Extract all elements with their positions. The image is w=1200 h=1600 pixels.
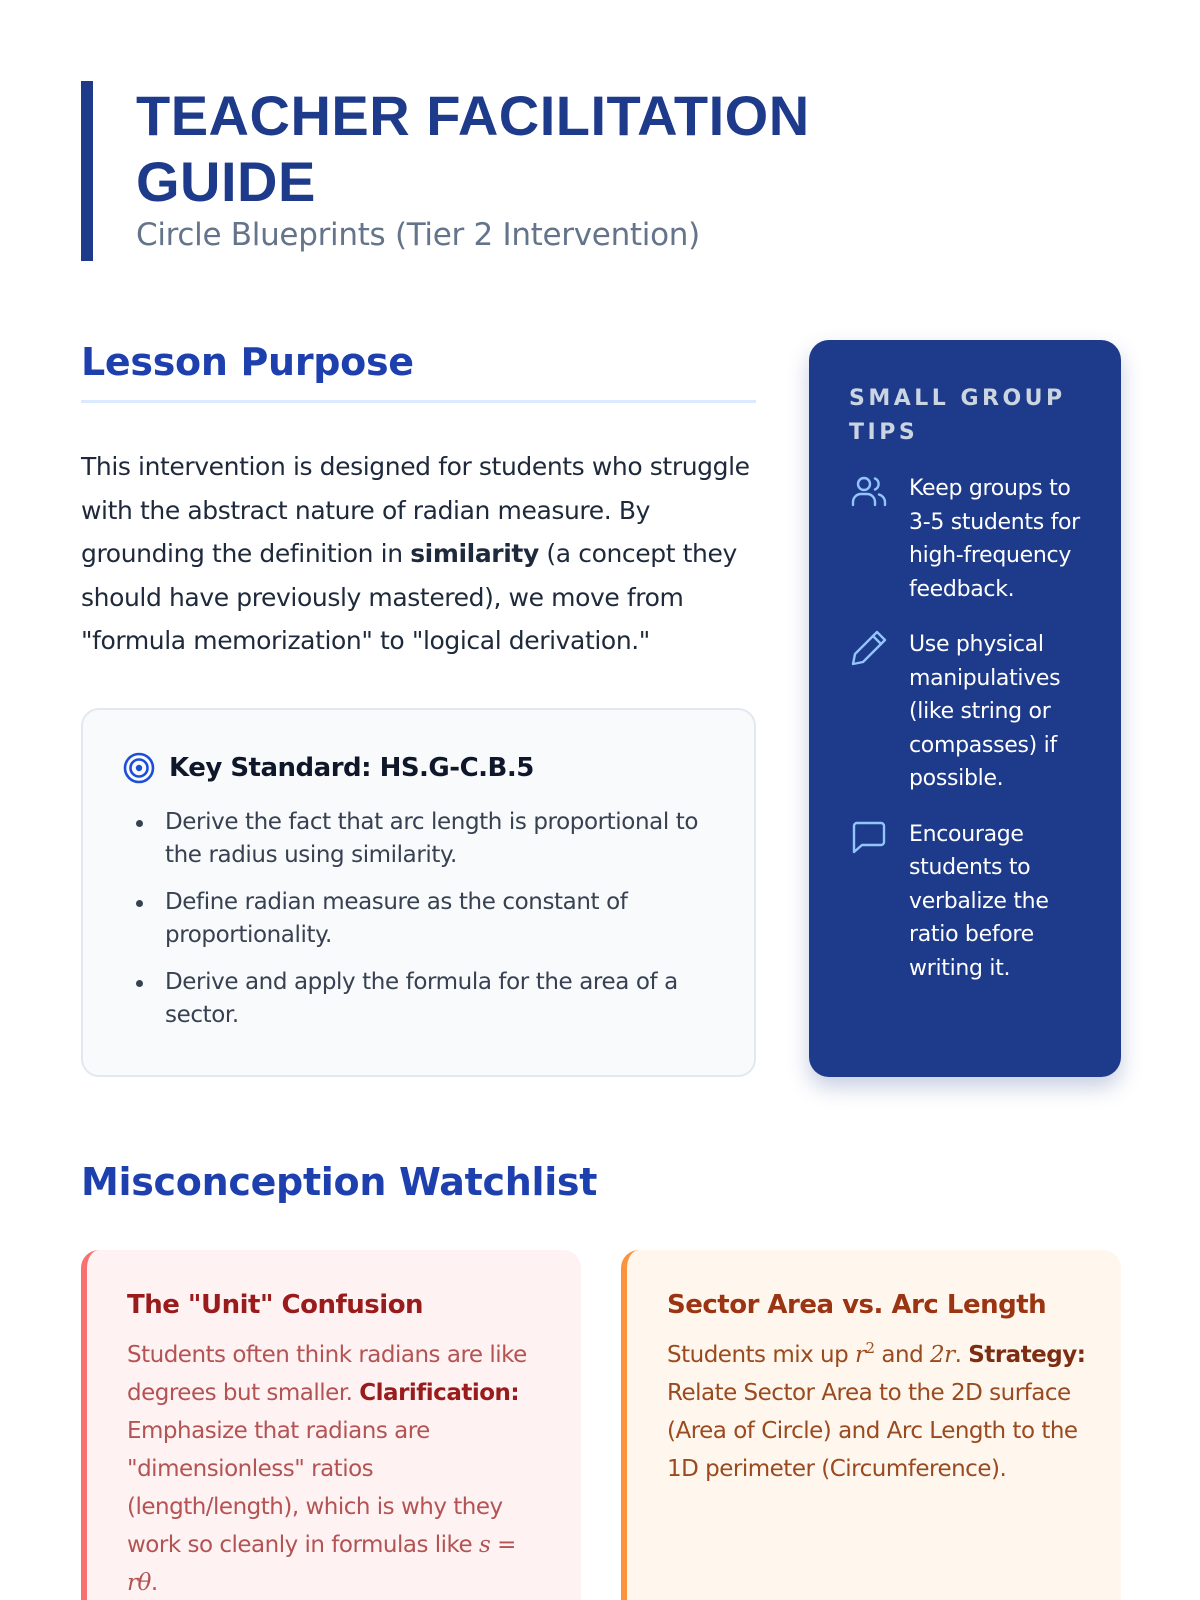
- card-text: Relate Sector Area to the 2D surface (Area of Circle) and Arc Length to the 1D perimeter (Circumference).: [667, 1380, 1078, 1482]
- tip-item: [849, 628, 1085, 796]
- misconception-card-unit-confusion: [81, 1250, 581, 1600]
- page-title: [136, 81, 1081, 215]
- card-title: The "Unit" Confusion: [127, 1290, 424, 1320]
- purpose-text-before: This intervention is designed for students who struggle with the abstract nature of radian measure. By grounding the definition in: [81, 452, 750, 568]
- card-bold-label: Clarification:: [359, 1380, 520, 1406]
- purpose-text-bold: similarity: [410, 539, 539, 568]
- small-group-tips-panel: [809, 340, 1121, 1077]
- card-text: .: [954, 1342, 969, 1368]
- card-text: Students often think radians are like degrees but smaller.: [127, 1342, 527, 1406]
- tip-item: [849, 818, 1085, 986]
- misconception-card-sector-vs-arc: [621, 1250, 1121, 1600]
- key-standard-box: [81, 708, 756, 1077]
- math-formula: 2r: [930, 1342, 955, 1368]
- card-text: Emphasize that radians are "dimensionless" ratios (length/length), which is why they work so cleanly in formulas like: [127, 1418, 503, 1558]
- list-item: Derive the fact that arc length is proportional to the radius using similarity.: [123, 806, 714, 872]
- card-text: Students mix up: [667, 1342, 856, 1368]
- target-icon: [123, 752, 155, 784]
- math-base: r: [855, 1342, 866, 1368]
- card-title: Sector Area vs. Arc Length: [667, 1290, 1047, 1320]
- card-text: and: [874, 1342, 930, 1368]
- tip-item: [849, 472, 1085, 606]
- misconception-watchlist-heading: Misconception Watchlist: [81, 1160, 598, 1204]
- page-title-line2: GUIDE: [136, 150, 316, 213]
- card-bold-label: Strategy:: [968, 1342, 1086, 1368]
- users-icon: [849, 472, 889, 512]
- list-item: Define radian measure as the constant of proportionality.: [123, 886, 714, 952]
- page-header: [81, 81, 1081, 261]
- tip-text: Use physical manipulatives (like string or compasses) if possible.: [909, 632, 1061, 791]
- card-body: [667, 1336, 1091, 1488]
- lesson-purpose-section: [81, 340, 756, 663]
- card-text: .: [150, 1570, 158, 1596]
- page-subtitle: Circle Blueprints (Tier 2 Intervention): [136, 217, 700, 253]
- pencil-icon: [849, 628, 889, 668]
- key-standard-header: [123, 752, 714, 784]
- key-standard-title: Key Standard: HS.G-C.B.5: [169, 753, 534, 783]
- page-title-line1: TEACHER FACILITATION: [136, 84, 810, 147]
- math-exponent: 2: [865, 1339, 875, 1357]
- message-icon: [849, 818, 889, 858]
- math-formula: s = rθ: [127, 1532, 516, 1596]
- tip-text: Keep groups to 3-5 students for high-frequency feedback.: [909, 476, 1080, 602]
- lesson-purpose-heading: Lesson Purpose: [81, 340, 756, 403]
- tips-title: SMALL GROUP TIPS: [849, 386, 1066, 445]
- lesson-purpose-text: [81, 445, 756, 663]
- key-standard-list: [123, 806, 714, 1032]
- card-body: [127, 1336, 551, 1600]
- purpose-text-after: (a concept they should have previously mastered), we move from "formula memorization" to "logical derivation.": [81, 539, 737, 655]
- list-item: Derive and apply the formula for the area of a sector.: [123, 966, 714, 1032]
- math-formula: [855, 1339, 875, 1368]
- tip-text: Encourage students to verbalize the ratio before writing it.: [909, 821, 1049, 981]
